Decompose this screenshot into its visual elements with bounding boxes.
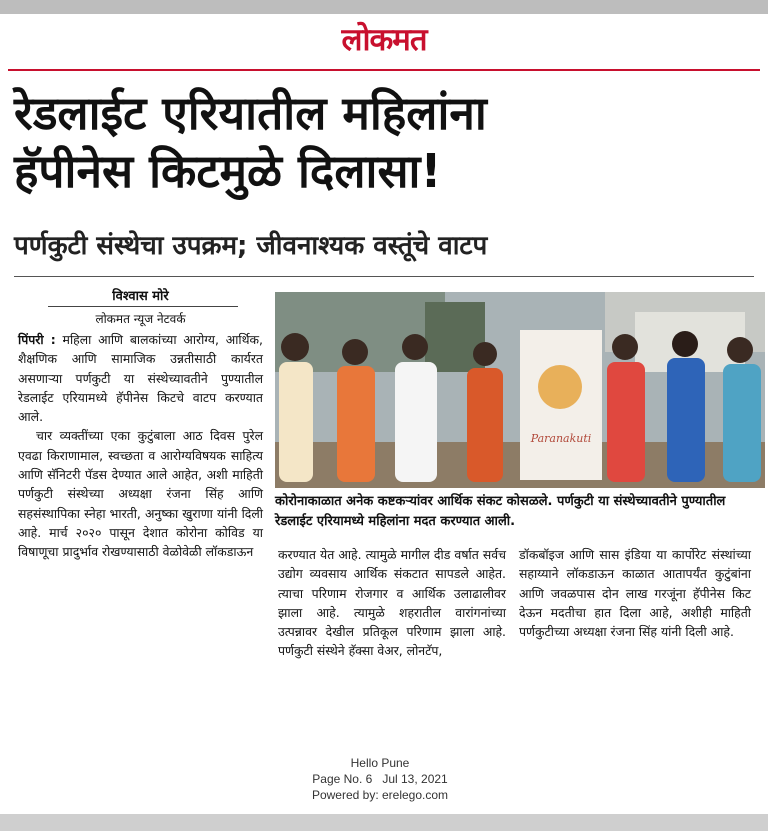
- banner-text: Paranakuti: [530, 432, 592, 445]
- top-frame-bar: [0, 0, 768, 14]
- news-photo: [275, 292, 765, 488]
- page-number: Page No. 6: [312, 772, 373, 786]
- bottom-frame-bar: [0, 814, 768, 831]
- headline: [14, 84, 754, 200]
- byline-bureau: लोकमत न्यूज नेटवर्क: [95, 312, 186, 326]
- clipping-footer: [240, 755, 520, 803]
- paragraph-1: [18, 330, 263, 426]
- dateline: पिंपरी :: [18, 332, 56, 347]
- edition-name: Hello Pune: [350, 756, 410, 770]
- page-date-line: [240, 771, 520, 787]
- article-column-3: डॉकबॉइज आणि सास इंडिया या कार्पोरेट संस्थांच्या सहाय्याने लॉकडाऊन काळात आतापर्यंत कुटुंबांना आणि जवळपास दोन लाख गरजूंना हॅपीनेस किट देऊन मदतीचा हात दिला आहे, अशीही माहिती पर्णकुटीच्या अध्यक्षा रंजना सिंह यांनी दिली आहे.: [519, 547, 751, 640]
- masthead-logo: लोकमत: [341, 22, 427, 58]
- headline-line-1: रेडलाईट एरियातील महिलांना: [14, 86, 487, 140]
- article-column-1: [18, 330, 263, 562]
- byline-author: विश्वास मोरे: [112, 289, 169, 304]
- article-column-2: करण्यात येत आहे. त्यामुळे मागील दीड वर्षात सर्वच उद्योग व्यवसाय आर्थिक संकटात सापडले आहेत. त्याचा परिणाम रोजगार व आर्थिक उलाढालीवर झाला आहे. त्यामुळे शहरातील वारांगनांच्या उत्पन्नावर देखील प्रतिकूल परिणाम झाला आहे. पर्णकुटी संस्थेने हॅक्सा वेअर, लोनटॅप,: [278, 547, 506, 659]
- headline-line-2: हॅपीनेस किटमुळे दिलासा!: [14, 144, 442, 198]
- subheadline: पर्णकुटी संस्थेचा उपक्रम; जीवनाश्यक वस्तूंचे वाटप: [14, 231, 488, 261]
- paragraph-1-text: महिला आणि बालकांच्या आरोग्य, आर्थिक, शैक्षणिक आणि सामाजिक उन्नतीसाठी कार्यरत असणाऱ्या पर्णकुटी या संस्थेच्यावतीने पुण्यातील रेडलाईट एरियामध्ये हॅपीनेस किटचे वाटप करण्यात आले.: [18, 332, 263, 425]
- powered-by: Powered by: erelego.com: [311, 788, 449, 802]
- masthead-rule: [8, 69, 760, 71]
- photo-caption: कोरोनाकाळात अनेक कष्टकऱ्यांवर आर्थिक संकट कोसळले. पर्णकुटी या संस्थेच्यावतीने पुण्यातील रेडलाईट एरियामध्ये महिलांना मदत करण्यात आली.: [275, 494, 726, 529]
- paragraph-2: चार व्यक्तींच्या एका कुटुंबाला आठ दिवस पुरेल एवढा किराणामाल, स्वच्छता व आरोग्यविषयक साहित्य आणि सॅनिटरी पॅडस देण्यात आले आहेत, अशी माहिती पर्णकुटी संस्थेच्या अध्यक्षा रंजना सिंह आणि सहसंस्थापिका स्नेहा भारती, अनुष्का खुराणा यांनी दिली आहे. मार्च २०२० पासून देशात कोरोना कोविड या विषाणूचा प्रादुर्भाव रोखण्यासाठी वेळोवेळी लॉकडाऊन: [18, 428, 263, 560]
- subhead-rule: [14, 276, 754, 277]
- publish-date: Jul 13, 2021: [382, 772, 448, 786]
- byline-rule: [48, 306, 238, 307]
- photo-illustration: [275, 292, 765, 488]
